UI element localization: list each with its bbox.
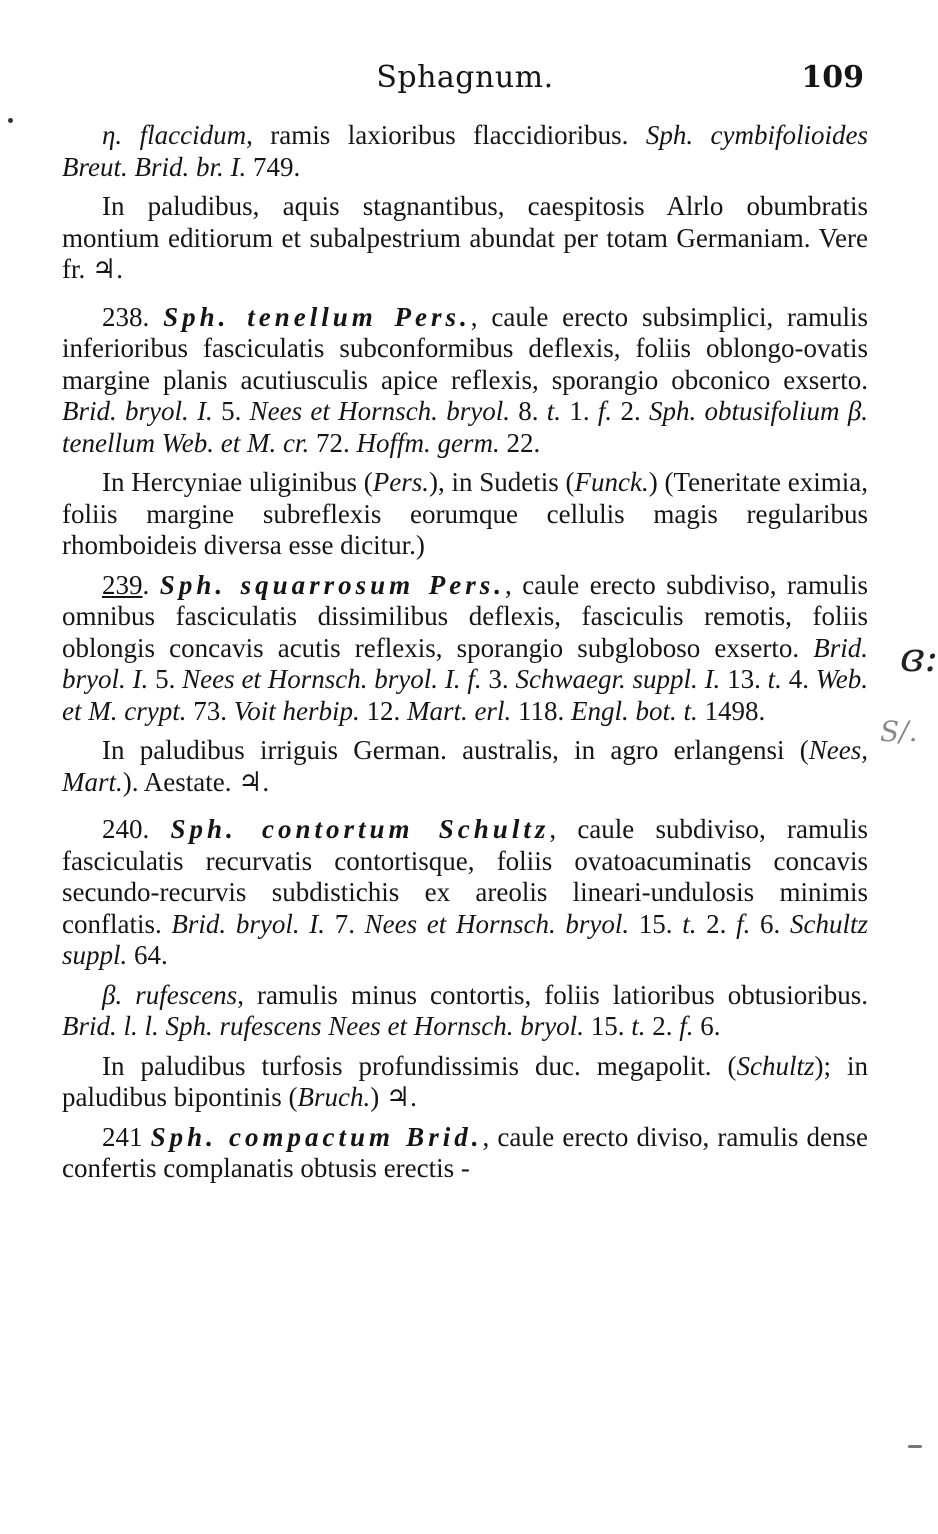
- text-run: , caule erecto diviso, ramulis dense confertis complanatis obtusis erectis -: [62, 1121, 868, 1183]
- text-run: 8.: [509, 396, 547, 426]
- text-run: Funck.: [574, 467, 649, 497]
- paragraph-p3: [62, 302, 868, 460]
- text-run: Nees, Mart.: [62, 735, 868, 797]
- text-run: Hoffm. germ.: [356, 427, 500, 458]
- paragraph-p8: [62, 980, 868, 1043]
- text-run: 12.: [359, 695, 407, 726]
- paragraph-p9: [62, 1051, 868, 1114]
- text-run: Pers.: [372, 467, 429, 497]
- text-run: In paludibus irriguis German. australis, in agro erlangensi (: [102, 735, 809, 765]
- text-run: , caule subdiviso, ramulis fasciculatis recurvatis contortisque, foliis ovatoacuminatis concavis secundo-recurvis subdistichis ex areolis lineari-undulosis minimis conflatis.: [62, 814, 868, 939]
- page-number: 109: [801, 60, 864, 95]
- text-run: 5.: [148, 664, 183, 694]
- text-run: .: [142, 569, 160, 600]
- text-run: Sph. cymbifolioides Breut. Brid. br. I.: [62, 120, 868, 182]
- text-run: Voit herbip.: [233, 695, 360, 726]
- text-run: 2.: [696, 908, 737, 939]
- text-run: ), in Sudetis (: [428, 467, 575, 497]
- paragraph-p10: [62, 1122, 868, 1185]
- text-run: f.: [597, 396, 613, 426]
- text-run: ). Aestate. ♃.: [122, 766, 270, 797]
- text-run: Mart. erl.: [406, 695, 512, 726]
- text-run: t.: [767, 664, 782, 694]
- text-run: β. rufescens: [102, 979, 238, 1010]
- text-run: 749.: [246, 151, 301, 182]
- text-run: Sph. compactum Brid.: [150, 1121, 483, 1152]
- text-run: Web. et M. crypt.: [62, 664, 869, 726]
- text-run: 240.: [102, 814, 171, 844]
- body-text: [62, 120, 868, 1185]
- running-title: Sphagnum.: [376, 60, 554, 95]
- text-run: 6.: [750, 908, 790, 939]
- text-run: 241: [102, 1121, 151, 1152]
- text-run: 7.: [325, 908, 365, 939]
- text-run: f.: [736, 908, 751, 939]
- text-run: Sph. squarrosum Pers.: [159, 569, 505, 600]
- text-run: 2.: [645, 1011, 680, 1041]
- text-run: 1498.: [697, 695, 766, 726]
- text-run: flaccidum: [139, 120, 247, 150]
- text-run: ) ♃.: [370, 1082, 417, 1112]
- text-run: 3.: [481, 664, 516, 694]
- text-run: η.: [102, 120, 140, 150]
- text-run: 22.: [499, 427, 541, 458]
- text-run: Nees et Hornsch. bryol. I. f.: [182, 664, 482, 694]
- paragraph-p6: [62, 735, 868, 798]
- text-run: t.: [546, 396, 562, 426]
- text-run: Brid. bryol. I.: [62, 632, 868, 694]
- text-run: Schwaegr. suppl. I.: [515, 664, 721, 694]
- paragraph-p2: [62, 191, 868, 286]
- text-run: Sph. obtusifolium β. tenellum Web. et M. cr.: [62, 396, 869, 458]
- text-run: 15.: [629, 908, 683, 939]
- text-run: Brid. l. l. Sph. rufescens Nees et Hornsch. bryol.: [62, 1011, 584, 1041]
- paragraph-p4: [62, 467, 868, 562]
- text-run: 5.: [212, 396, 250, 426]
- text-run: Nees et Hornsch. bryol.: [364, 908, 630, 939]
- text-run: Nees et Hornsch. bryol.: [249, 396, 510, 426]
- text-run: In paludibus, aquis stagnantibus, caespitosis Alrlo obumbratis montium editiorum et subalpestrium abundat per totam Germaniam. Vere fr. ♃.: [62, 191, 868, 284]
- ink-speck: [908, 1445, 922, 1448]
- text-run: ) (Teneritate eximia, foliis margine subreflexis eorumque cellulis magis regularibus rhomboideis diversa esse dicitur.): [62, 467, 868, 560]
- text-run: , caule erecto subdiviso, ramulis omnibus fasciculatis dissimilibus deflexis, fasciculis remotis, foliis oblongis concavis acutis reflexis, sporangio subgloboso exserto.: [62, 569, 869, 663]
- text-run: 239: [102, 569, 143, 600]
- text-run: t.: [631, 1011, 646, 1041]
- text-run: 6.: [693, 1011, 721, 1041]
- text-run: Sph. tenellum Pers.: [163, 301, 471, 332]
- text-run: Sph. contortum Schultz: [170, 814, 550, 844]
- running-head: [60, 60, 870, 104]
- margin-annotation: ɞ:: [900, 635, 938, 681]
- paragraph-p7: [62, 814, 868, 972]
- text-run: , caule erecto subsimplici, ramulis inferioribus fasciculatis subconformibus deflexis, foliis oblongo-ovatis margine planis acutiusculis apice reflexis, sporangio obconico exserto.: [62, 301, 869, 395]
- paragraph-p1: [62, 120, 868, 183]
- text-run: Bruch.: [297, 1082, 371, 1112]
- text-run: Schultz suppl.: [62, 908, 868, 970]
- text-run: Brid. bryol. I.: [62, 396, 213, 426]
- margin-annotation: S/.: [880, 715, 918, 748]
- text-run: 72.: [309, 427, 357, 458]
- text-run: In Hercyniae uliginibus (: [102, 467, 373, 497]
- ink-speck: [8, 118, 13, 123]
- text-run: 1.: [561, 396, 598, 426]
- text-run: 118.: [511, 695, 571, 726]
- text-run: 2.: [612, 396, 649, 426]
- text-run: Engl. bot. t.: [570, 695, 698, 726]
- text-run: f.: [679, 1011, 694, 1041]
- text-run: 4.: [781, 664, 816, 694]
- text-run: ); in paludibus bipontinis (: [62, 1050, 869, 1112]
- text-run: In paludibus turfosis profundissimis duc. megapolit. (: [102, 1050, 737, 1081]
- text-run: , ramulis minus contortis, foliis latioribus obtusioribus.: [237, 979, 868, 1010]
- text-run: , ramis laxioribus flaccidioribus.: [246, 120, 646, 150]
- text-run: 238.: [102, 301, 164, 332]
- text-run: 64.: [127, 940, 168, 970]
- text-run: 15.: [583, 1011, 632, 1041]
- text-run: 13.: [720, 664, 768, 694]
- text-run: 73.: [186, 695, 234, 726]
- paragraph-p5: [62, 570, 868, 728]
- text-run: Brid. bryol. I.: [171, 908, 326, 939]
- text-run: Schultz: [736, 1050, 815, 1081]
- text-run: t.: [682, 908, 697, 939]
